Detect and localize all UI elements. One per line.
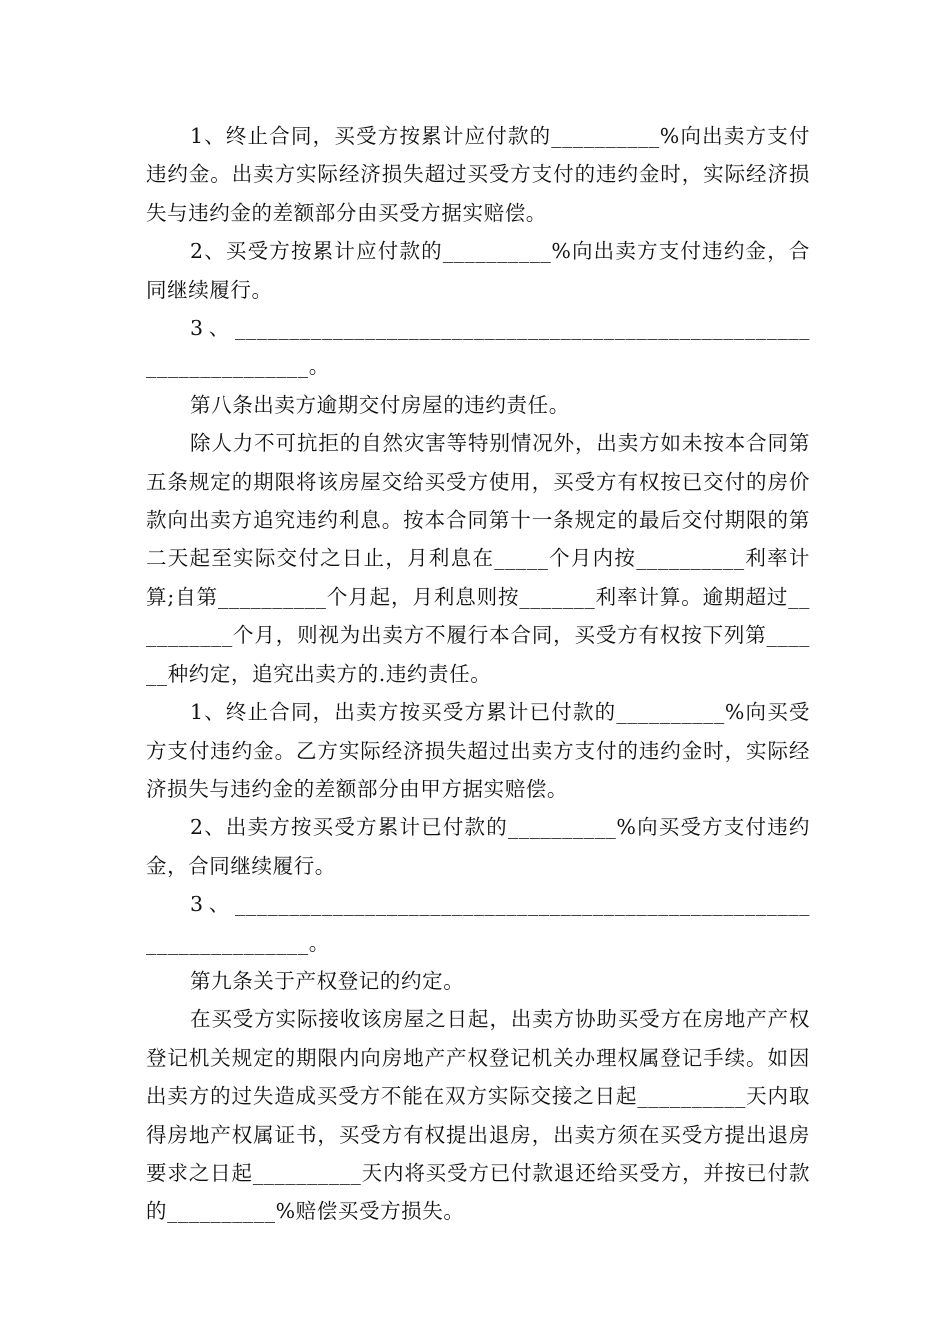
clause-seller-other-paragraph: 3、____________________________________________________________________。: [146, 316, 810, 379]
document-page: [146, 117, 810, 1231]
clause-seller-continue-paragraph: 2、买受方按累计应付款的__________%向出卖方支付违约金，合同继续履行。: [146, 239, 810, 302]
article-9-heading: 第九条关于产权登记的约定。: [190, 968, 465, 993]
clause-seller-terminate-paragraph: 1、终止合同，买受方按累计应付款的__________%向出卖方支付违约金。出卖方实际经济损失超过买受方支付的违约金时，实际经济损失与违约金的差额部分由买受方据实赔偿。: [146, 124, 810, 225]
article-8-body-paragraph: 除人力不可抗拒的自然灾害等特别情况外，出卖方如未按本合同第五条规定的期限将该房屋交给买受方使用，买受方有权按已交付的房价款向出卖方追究违约利息。按本合同第十一条规定的最后交付期限的第二天起至实际交付之日止，月利息在_____个月内按__________利率计算;自第__________个月起，月利息则按_______利率计算。逾期超过__________个月，则视为出卖方不履行本合同，买受方有权按下列第______种约定，追究出卖方的.违约责任。: [146, 431, 810, 686]
clause-buyer-other-paragraph: 3、____________________________________________________________________。: [146, 892, 810, 955]
article-9-body-paragraph: 在买受方实际接收该房屋之日起，出卖方协助买受方在房地产产权登记机关规定的期限内向房地产产权登记机关办理权属登记手续。如因出卖方的过失造成买受方不能在双方实际交接之日起__________天内取得房地产权属证书，买受方有权提出退房，出卖方须在买受方提出退房要求之日起__________天内将买受方已付款退还给买受方，并按已付款的__________%赔偿买受方损失。: [146, 1007, 810, 1224]
clause-buyer-terminate-paragraph: 1、终止合同，出卖方按买受方累计已付款的__________%向买受方支付违约金。乙方实际经济损失超过出卖方支付的违约金时，实际经济损失与违约金的差额部分由甲方据实赔偿。: [146, 700, 810, 801]
article-8-heading: 第八条出卖方逾期交付房屋的违约责任。: [190, 392, 570, 417]
clause-buyer-continue-paragraph: 2、出卖方按买受方累计已付款的__________%向买受方支付违约金，合同继续履行。: [146, 815, 810, 878]
